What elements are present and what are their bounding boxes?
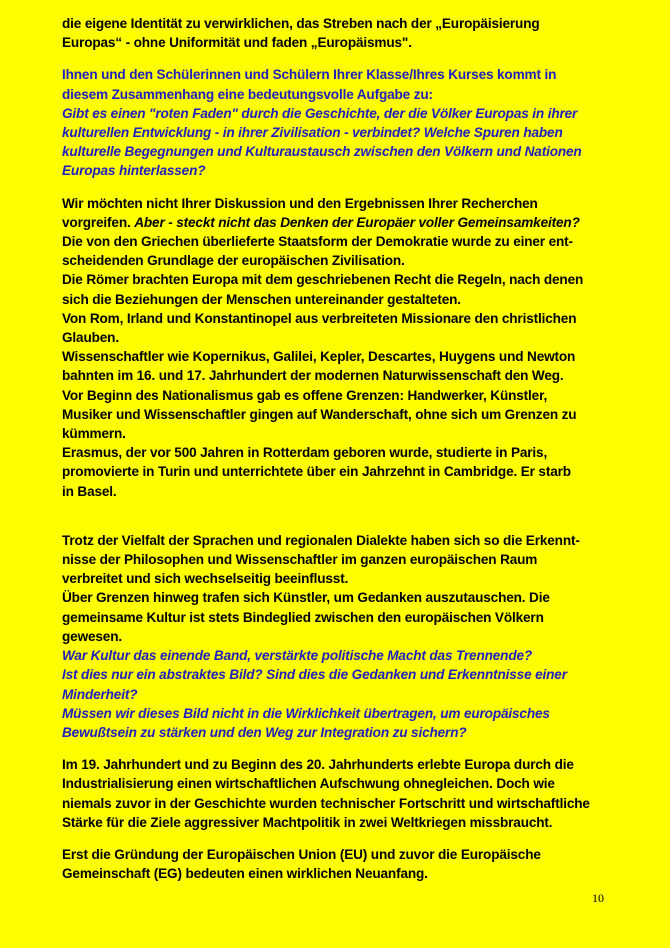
text-line: Ihnen und den Schülerinnen und Schülern Ihrer Klasse/Ihres Kurses kommt in	[62, 67, 557, 83]
text-line: nisse der Philosophen und Wissenschaftler im ganzen europäischen Raum	[62, 552, 538, 568]
text-line	[62, 213, 610, 232]
text-line: promovierte in Turin und unterrichtete über ein Jahrzehnt in Cambridge. Er starb	[62, 464, 571, 480]
text-line: Vor Beginn des Nationalismus gab es offene Grenzen: Handwerker, Künstler,	[62, 387, 548, 403]
text-line: Europas“ - ohne Uniformität und faden „Europäismus".	[62, 35, 412, 51]
question-line: Müssen wir dieses Bild nicht in die Wirklichkeit übertragen, um europäisches	[62, 705, 550, 721]
question-line: Minderheit?	[62, 686, 138, 702]
task-paragraph	[62, 65, 610, 180]
intro-paragraph	[62, 14, 610, 52]
italic-question: Aber - steckt nicht das Denken der Europäer voller Gemeinsamkeiten?	[134, 214, 580, 230]
text-line: in Basel.	[62, 483, 117, 499]
text-line: Erasmus, der vor 500 Jahren in Rotterdam geboren wurde, studierte in Paris,	[62, 445, 548, 461]
text-line: scheidenden Grundlage der europäischen Zivilisation.	[62, 253, 405, 269]
question-line: Europas hinterlassen?	[62, 163, 206, 179]
text-line: Erst die Gründung der Europäischen Union (EU) und zuvor die Europäische	[62, 846, 541, 862]
question-line: kulturelle Begegnungen und Kulturaustausch zwischen den Völkern und Nationen	[62, 144, 582, 160]
text-line: die eigene Identität zu verwirklichen, das Streben nach der „Europäisierung	[62, 16, 540, 31]
text-line: Stärke für die Ziele aggressiver Machtpolitik in zwei Weltkriegen missbraucht.	[62, 814, 553, 830]
text-line: gewesen.	[62, 628, 122, 644]
text-line: Musiker und Wissenschaftler gingen auf Wanderschaft, ohne sich um Grenzen zu	[62, 406, 577, 422]
text-line: Trotz der Vielfalt der Sprachen und regionalen Dialekte haben sich so die Erkennt-	[62, 532, 580, 548]
text-line: verbreitet und sich wechselseitig beeinflusst.	[62, 571, 349, 587]
question-line: Gibt es einen "roten Faden" durch die Geschichte, der die Völker Europas in ihrer	[62, 105, 578, 121]
text-line: Von Rom, Irland und Konstantinopel aus verbreiteten Missionare den christlichen	[62, 310, 577, 326]
eu-paragraph	[62, 845, 610, 883]
text-span: vorgreifen.	[62, 214, 135, 230]
text-line: diesem Zusammenhang eine bedeutungsvolle Aufgabe zu:	[62, 86, 433, 102]
question-line: Bewußtsein zu stärken und den Weg zur Integration zu sichern?	[62, 724, 467, 740]
text-line: Industrialisierung einen wirtschaftlichen Aufschwung ohnegleichen. Doch wie	[62, 776, 555, 792]
question-line: Ist dies nur ein abstraktes Bild? Sind dies die Gedanken und Erkenntnisse einer	[62, 667, 567, 683]
text-line: Im 19. Jahrhundert und zu Beginn des 20. Jahrhunderts erlebte Europa durch die	[62, 757, 574, 773]
document-body	[62, 14, 610, 883]
diversity-paragraph	[62, 531, 610, 742]
text-line: Die von den Griechen überlieferte Staatsform der Demokratie wurde zu einer ent-	[62, 234, 573, 250]
text-line: bahnten im 16. und 17. Jahrhundert der modernen Naturwissenschaft den Weg.	[62, 368, 564, 384]
text-line: Wissenschaftler wie Kopernikus, Galilei, Kepler, Descartes, Huygens und Newton	[62, 349, 576, 365]
text-line: Wir möchten nicht Ihrer Diskussion und den Ergebnissen Ihrer Recherchen	[62, 195, 538, 211]
text-line: Über Grenzen hinweg trafen sich Künstler, um Gedanken auszutauschen. Die	[62, 590, 550, 606]
question-line: kulturellen Entwicklung - in ihrer Zivilisation - verbindet? Welche Spuren haben	[62, 125, 563, 141]
question-line: War Kultur das einende Band, verstärkte politische Macht das Trennende?	[62, 648, 533, 664]
text-line: sich die Beziehungen der Menschen untereinander gestalteten.	[62, 291, 461, 307]
text-line: Gemeinschaft (EG) bedeuten einen wirklichen Neuanfang.	[62, 866, 428, 882]
text-line: niemals zuvor in der Geschichte wurden technischer Fortschritt und wirtschaftliche	[62, 795, 590, 811]
history-paragraph	[62, 194, 610, 501]
page-number: 10	[592, 891, 604, 905]
text-line: gemeinsame Kultur ist stets Bindeglied zwischen den europäischen Völkern	[62, 609, 544, 625]
text-line: Glauben.	[62, 330, 119, 346]
text-line: kümmern.	[62, 426, 126, 442]
industry-paragraph	[62, 755, 610, 832]
text-line: Die Römer brachten Europa mit dem geschriebenen Recht die Regeln, nach denen	[62, 272, 584, 288]
